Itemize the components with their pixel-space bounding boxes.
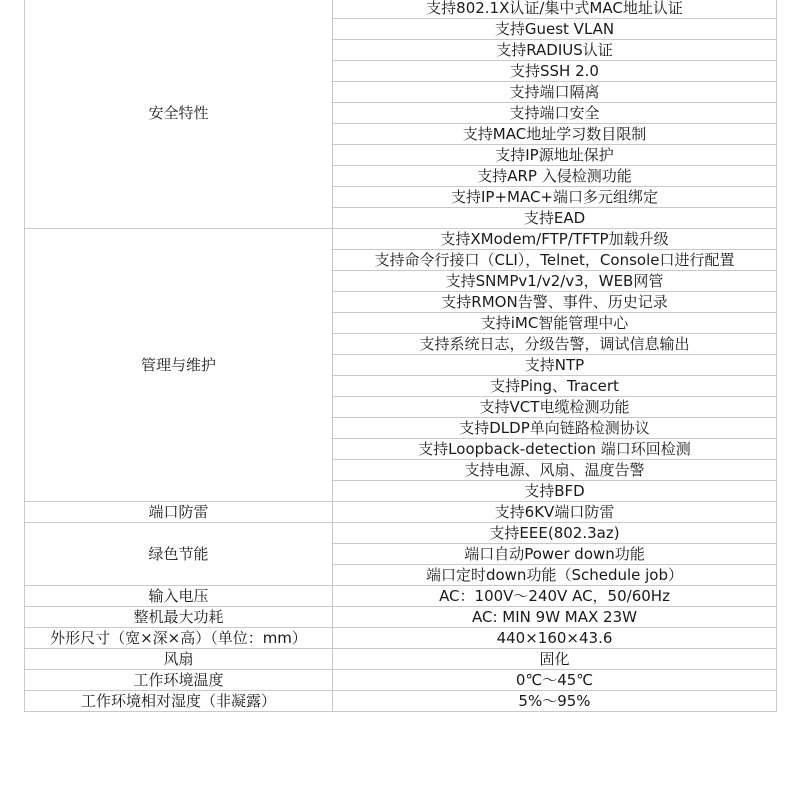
category-cell: 管理与维护	[25, 229, 333, 502]
value-cell: 支持SSH 2.0	[333, 61, 777, 82]
value-cell: 支持端口安全	[333, 103, 777, 124]
category-cell: 整机最大功耗	[25, 607, 333, 628]
value-cell: 支持EEE(802.3az)	[333, 523, 777, 544]
value-cell: 支持命令行接口（CLI），Telnet，Console口进行配置	[333, 250, 777, 271]
table-row	[25, 691, 777, 712]
value-cell: 支持XModem/FTP/TFTP加载升级	[333, 229, 777, 250]
value-cell: 支持DLDP单向链路检测协议	[333, 418, 777, 439]
value-cell: 0℃～45℃	[333, 670, 777, 691]
spec-table	[24, 0, 777, 712]
table-row	[25, 607, 777, 628]
value-cell: 支持6KV端口防雷	[333, 502, 777, 523]
value-cell: 支持iMC智能管理中心	[333, 313, 777, 334]
value-cell: AC: MIN 9W MAX 23W	[333, 607, 777, 628]
value-cell: 支持RMON告警、事件、历史记录	[333, 292, 777, 313]
value-cell: 支持NTP	[333, 355, 777, 376]
value-cell: 支持802.1X认证/集中式MAC地址认证	[333, 0, 777, 19]
value-cell: 支持系统日志，分级告警，调试信息输出	[333, 334, 777, 355]
value-cell: 支持MAC地址学习数目限制	[333, 124, 777, 145]
value-cell: 支持BFD	[333, 481, 777, 502]
category-cell: 输入电压	[25, 586, 333, 607]
table-row	[25, 586, 777, 607]
value-cell: 支持端口隔离	[333, 82, 777, 103]
category-cell: 工作环境相对湿度（非凝露）	[25, 691, 333, 712]
value-cell: 固化	[333, 649, 777, 670]
table-row	[25, 502, 777, 523]
table-row	[25, 670, 777, 691]
value-cell: 支持IP+MAC+端口多元组绑定	[333, 187, 777, 208]
table-row	[25, 523, 777, 544]
value-cell: 端口自动Power down功能	[333, 544, 777, 565]
value-cell: 440×160×43.6	[333, 628, 777, 649]
value-cell: 支持RADIUS认证	[333, 40, 777, 61]
table-row	[25, 229, 777, 250]
value-cell: 端口定时down功能（Schedule job）	[333, 565, 777, 586]
value-cell: 支持Ping、Tracert	[333, 376, 777, 397]
value-cell: 支持IP源地址保护	[333, 145, 777, 166]
value-cell: 5%～95%	[333, 691, 777, 712]
spec-table-body	[25, 0, 777, 712]
value-cell: 支持ARP 入侵检测功能	[333, 166, 777, 187]
value-cell: 支持VCT电缆检测功能	[333, 397, 777, 418]
category-cell: 风扇	[25, 649, 333, 670]
category-cell: 绿色节能	[25, 523, 333, 586]
table-row	[25, 628, 777, 649]
value-cell: 支持Guest VLAN	[333, 19, 777, 40]
value-cell: AC：100V～240V AC，50/60Hz	[333, 586, 777, 607]
category-cell: 工作环境温度	[25, 670, 333, 691]
value-cell: 支持Loopback-detection 端口环回检测	[333, 439, 777, 460]
table-row	[25, 649, 777, 670]
value-cell: 支持EAD	[333, 208, 777, 229]
category-cell: 外形尺寸（宽×深×高）（单位：mm）	[25, 628, 333, 649]
value-cell: 支持电源、风扇、温度告警	[333, 460, 777, 481]
category-cell: 安全特性	[25, 0, 333, 229]
value-cell: 支持SNMPv1/v2/v3，WEB网管	[333, 271, 777, 292]
category-cell: 端口防雷	[25, 502, 333, 523]
table-row	[25, 0, 777, 19]
